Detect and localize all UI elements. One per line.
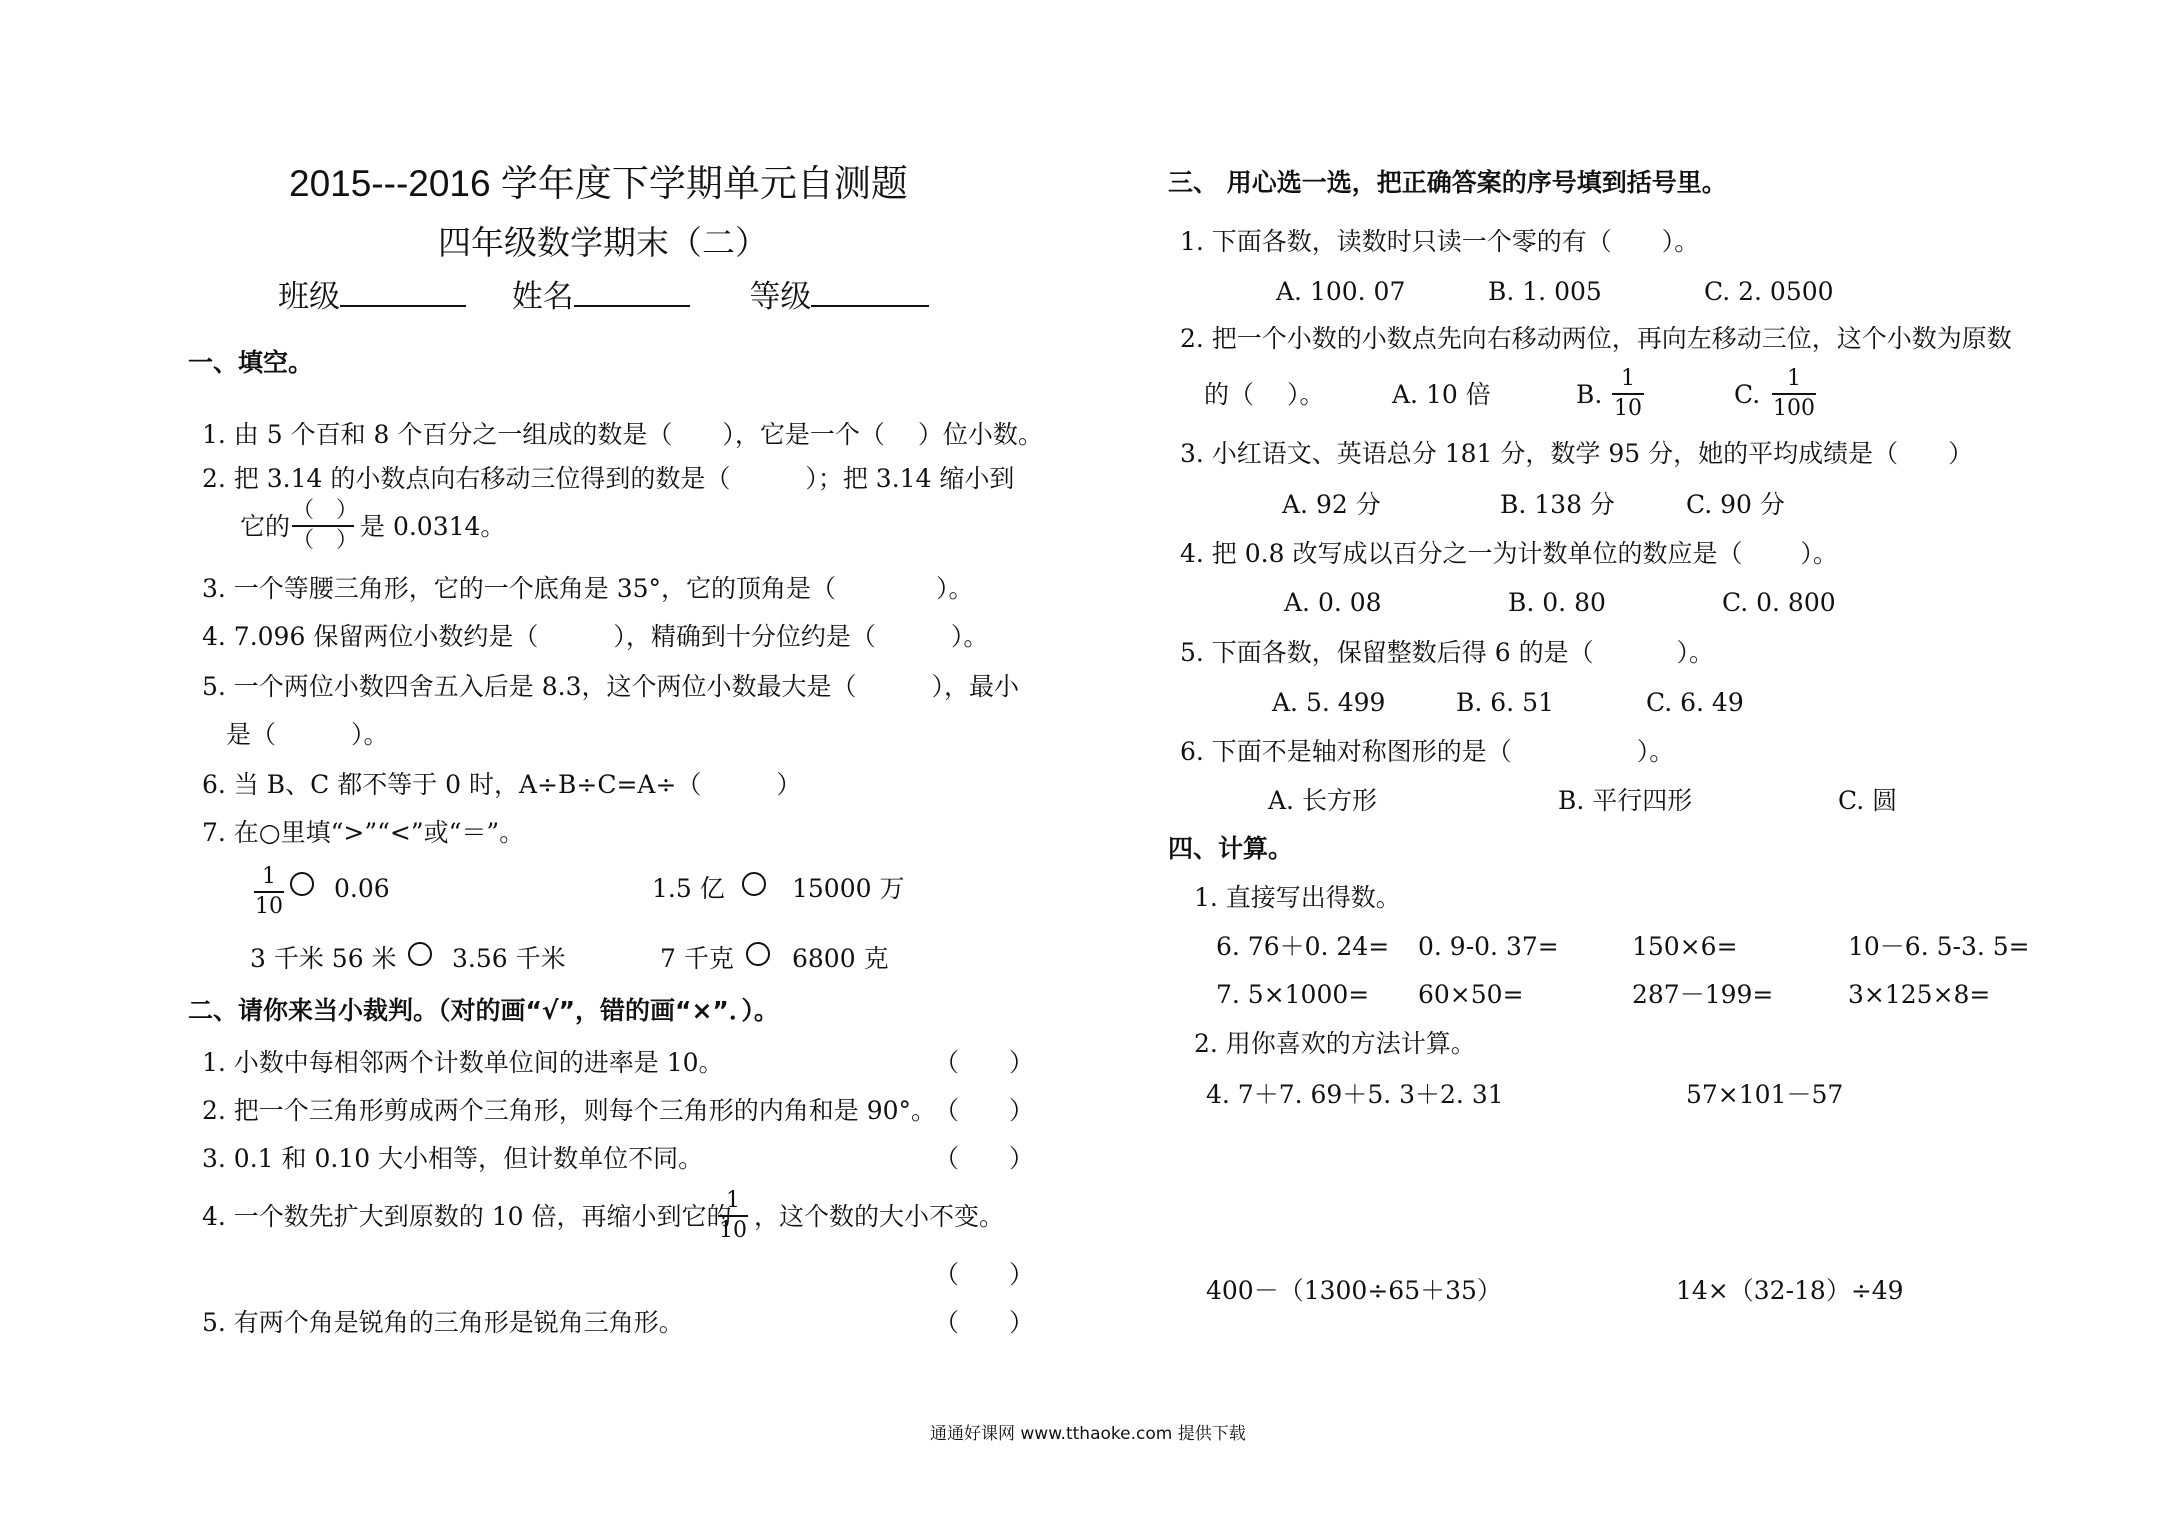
s1-q5b: 是（ ）。 xyxy=(226,720,389,749)
s3-q2-option-a[interactable]: A. 10 倍 xyxy=(1392,380,1491,409)
section-4-heading: 四、计算。 xyxy=(1168,834,1294,863)
footer-credit: 通通好课网 www.tthaoke.com 提供下载 xyxy=(930,1424,1246,1444)
s4-p2: 2. 用你喜欢的方法计算。 xyxy=(1194,1029,1476,1058)
fraction-bar xyxy=(718,1215,748,1217)
s3-q5: 5. 下面各数，保留整数后得 6 的是（ ）。 xyxy=(1180,638,1715,667)
s3-q2b: 的（ ）。 xyxy=(1204,380,1325,409)
compare-4-right: 6800 克 xyxy=(792,944,889,973)
fraction-denominator: （ ） xyxy=(292,528,359,553)
grade-label: 等级 xyxy=(749,279,812,315)
name-blank xyxy=(574,279,690,307)
s3-q2a: 2. 把一个小数的小数点先向右移动两位，再向左移动三位，这个小数为原数 xyxy=(1180,324,2012,353)
s2-q3-paren[interactable]: （ ） xyxy=(934,1144,1035,1173)
s3-q3-option-a[interactable]: A. 92 分 xyxy=(1282,490,1381,519)
fraction-denominator: 10 xyxy=(255,894,283,919)
s2-q4-post: ，这个数的大小不变。 xyxy=(754,1202,1005,1231)
compare-1-fraction xyxy=(254,866,284,918)
s3-q5-option-c[interactable]: C. 6. 49 xyxy=(1646,688,1744,717)
s3-q2-option-b[interactable]: B. xyxy=(1576,380,1603,409)
fraction-numerator: 1 xyxy=(726,1188,740,1213)
s2-q5: 5. 有两个角是锐角的三角形是锐角三角形。 xyxy=(202,1308,684,1337)
s3-q3-option-c[interactable]: C. 90 分 xyxy=(1686,490,1785,519)
compare-circle-2[interactable] xyxy=(742,872,766,896)
s3-q3-option-b[interactable]: B. 138 分 xyxy=(1500,490,1615,519)
grade-blank xyxy=(811,279,929,307)
s3-q6-option-b[interactable]: B. 平行四形 xyxy=(1558,786,1693,815)
s4-expr-7: 287－199= xyxy=(1632,980,1774,1009)
fraction-bar xyxy=(1612,393,1644,395)
s4-expr-6: 60×50= xyxy=(1418,980,1524,1009)
fraction-numerator: 1 xyxy=(1787,366,1801,391)
fraction-denominator: 10 xyxy=(1614,396,1642,421)
compare-circle-4[interactable] xyxy=(746,942,770,966)
section-2-heading: 二、请你来当小裁判。（对的画“√”，错的画“×”．）。 xyxy=(188,996,779,1025)
s3-q2-option-c[interactable]: C. xyxy=(1734,380,1761,409)
fraction-numerator: 1 xyxy=(1621,366,1635,391)
s3-q6-option-c[interactable]: C. 圆 xyxy=(1838,786,1898,815)
s3-q5-option-b[interactable]: B. 6. 51 xyxy=(1456,688,1554,717)
s4-expr-4: 10－6. 5-3. 5= xyxy=(1848,932,2030,961)
fraction-denominator: 100 xyxy=(1773,396,1815,421)
fraction-denominator: 10 xyxy=(719,1218,747,1243)
s1-q2b-pre: 它的 xyxy=(240,512,291,541)
s4-expr-1: 6. 76＋0. 24= xyxy=(1216,932,1390,961)
s4-calc-1: 4. 7＋7. 69＋5. 3＋2. 31 xyxy=(1206,1080,1504,1109)
fraction-bar xyxy=(254,891,284,893)
info-row xyxy=(278,279,929,313)
s3-q6: 6. 下面不是轴对称图形的是（ ）。 xyxy=(1180,737,1675,766)
s4-calc-2: 57×101－57 xyxy=(1686,1080,1844,1109)
compare-3-left: 3 千米 56 米 xyxy=(250,944,397,973)
s3-q3: 3. 小红语文、英语总分 181 分，数学 95 分，她的平均成绩是（ ） xyxy=(1180,439,1974,468)
s1-q7: 7. 在○里填“>”“<”或“＝”。 xyxy=(202,818,525,847)
s1-q5a: 5. 一个两位小数四舍五入后是 8.3，这个两位小数最大是（ ），最小 xyxy=(202,672,1020,701)
s3-q4-option-c[interactable]: C. 0. 800 xyxy=(1722,588,1836,617)
s4-calc-3: 400－（1300÷65＋35） xyxy=(1206,1276,1502,1305)
section-1-heading: 一、填空。 xyxy=(188,348,314,377)
compare-1-right: 0.06 xyxy=(334,874,390,903)
compare-circle-1[interactable] xyxy=(290,872,314,896)
s3-q4: 4. 把 0.8 改写成以百分之一为计数单位的数应是（ ）。 xyxy=(1180,539,1838,568)
s2-q3: 3. 0.1 和 0.10 大小相等，但计数单位不同。 xyxy=(202,1144,704,1173)
fraction-numerator: 1 xyxy=(262,864,276,889)
class-label: 班级 xyxy=(278,279,340,315)
s3-q1-option-a[interactable]: A. 100. 07 xyxy=(1276,277,1406,306)
s2-q5-paren[interactable]: （ ） xyxy=(934,1308,1035,1337)
s4-expr-5: 7. 5×1000= xyxy=(1216,980,1370,1009)
compare-2-right: 15000 万 xyxy=(792,874,905,903)
s1-q2b-post: 是 0.0314。 xyxy=(360,512,506,541)
s3-q5-option-a[interactable]: A. 5. 499 xyxy=(1272,688,1386,717)
s2-q4-fraction xyxy=(718,1190,748,1242)
name-label: 姓名 xyxy=(511,279,574,315)
s4-p1: 1. 直接写出得数。 xyxy=(1194,883,1401,912)
s1-q3: 3. 一个等腰三角形，它的一个底角是 35°，它的顶角是（ ）。 xyxy=(202,574,974,603)
page-subtitle: 四年级数学期末（二） xyxy=(438,223,768,262)
compare-4-left: 7 千克 xyxy=(660,944,734,973)
s1-q2a: 2. 把 3.14 的小数点向右移动三位得到的数是（ ）；把 3.14 缩小到 xyxy=(202,464,1015,493)
s3-q1-option-c[interactable]: C. 2. 0500 xyxy=(1704,277,1834,306)
s3-q1-option-b[interactable]: B. 1. 005 xyxy=(1488,277,1602,306)
s2-q4-pre: 4. 一个数先扩大到原数的 10 倍，再缩小到它的 xyxy=(202,1202,732,1231)
s2-q1-paren[interactable]: （ ） xyxy=(934,1048,1035,1077)
section-3-heading: 三、 用心选一选，把正确答案的序号填到括号里。 xyxy=(1168,168,1727,197)
fraction-numerator: （ ） xyxy=(292,498,359,523)
s1-q4: 4. 7.096 保留两位小数约是（ ），精确到十分位约是（ ）。 xyxy=(202,622,989,651)
s2-q2: 2. 把一个三角形剪成两个三角形，则每个三角形的内角和是 90°。 xyxy=(202,1096,937,1125)
s4-expr-3: 150×6= xyxy=(1632,932,1738,961)
s3-q6-option-a[interactable]: A. 长方形 xyxy=(1268,786,1377,815)
page-title: 2015---2016 学年度下学期单元自测题 xyxy=(289,163,908,204)
class-blank xyxy=(340,279,466,307)
s4-calc-4: 14×（32-18）÷49 xyxy=(1676,1276,1904,1305)
s3-q1: 1. 下面各数，读数时只读一个零的有（ ）。 xyxy=(1180,227,1700,256)
compare-2-left: 1.5 亿 xyxy=(652,874,725,903)
s2-q4-paren[interactable]: （ ） xyxy=(934,1260,1035,1289)
s3-q2-option-c-fraction xyxy=(1772,368,1816,420)
s4-expr-8: 3×125×8= xyxy=(1848,980,1991,1009)
s4-expr-2: 0. 9-0. 37= xyxy=(1418,932,1559,961)
s2-q1: 1. 小数中每相邻两个计数单位间的进率是 10。 xyxy=(202,1048,724,1077)
s2-q2-paren[interactable]: （ ） xyxy=(934,1096,1035,1125)
s1-q6: 6. 当 B、C 都不等于 0 时，A÷B÷C=A÷（ ） xyxy=(202,770,802,799)
s3-q4-option-b[interactable]: B. 0. 80 xyxy=(1508,588,1606,617)
fraction-bar xyxy=(1772,393,1816,395)
s1-q2b-fraction xyxy=(292,498,359,553)
fraction-bar xyxy=(292,525,354,527)
compare-3-right: 3.56 千米 xyxy=(452,944,566,973)
compare-circle-3[interactable] xyxy=(408,942,432,966)
s1-q1: 1. 由 5 个百和 8 个百分之一组成的数是（ ），它是一个（ ）位小数。 xyxy=(202,420,1043,449)
s3-q4-option-a[interactable]: A. 0. 08 xyxy=(1284,588,1382,617)
s3-q2-option-b-fraction xyxy=(1612,368,1644,420)
